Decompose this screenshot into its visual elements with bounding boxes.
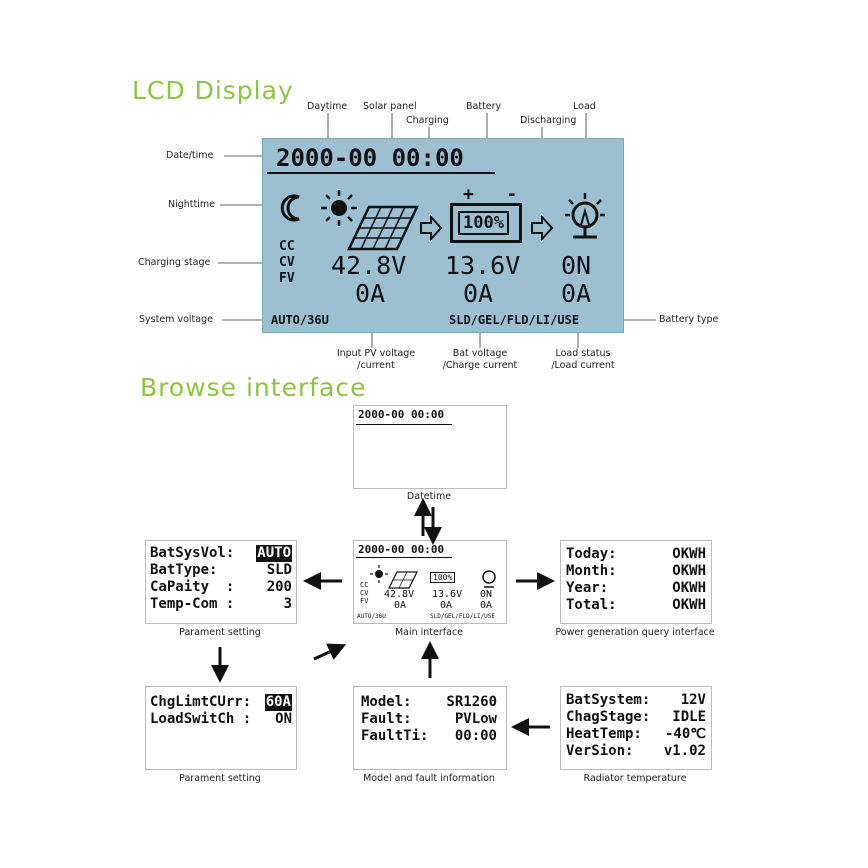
- radiator-rows: [566, 692, 706, 760]
- solar-panel-icon: [347, 205, 419, 251]
- main-solar-icon: [388, 571, 418, 589]
- model-rows: [361, 694, 497, 745]
- label-load-status: Load status /Load current: [551, 348, 615, 371]
- bat-voltage: 13.6V: [445, 251, 521, 280]
- datetime-screen-underline: [356, 424, 452, 425]
- main-stage-cc: CC: [360, 581, 369, 589]
- main-underline: [356, 557, 452, 558]
- power-row: Total: OKWH: [566, 597, 706, 613]
- main-caption: Main interface: [394, 627, 464, 638]
- model-row: FaultTi: 00:00: [361, 728, 497, 744]
- param1-row: BatSysVol: AUTO: [150, 545, 291, 561]
- power-row: Month: OKWH: [566, 563, 706, 579]
- main-pv-a: 0A: [394, 600, 407, 611]
- param2-rows: [150, 694, 292, 728]
- label-input-pv: Input PV voltage /current: [336, 348, 416, 371]
- radiator-caption: Radiator temperature: [583, 773, 687, 784]
- radiator-row: ChagStage: IDLE: [566, 709, 706, 725]
- main-screen: [353, 540, 507, 624]
- param2-row: ChgLimtCUrr: 60A: [150, 694, 291, 710]
- discharging-arrow-icon: [530, 215, 554, 241]
- param2-row: LoadSwitCh : ON: [150, 711, 292, 727]
- browse-interface-heading: Browse interface: [140, 373, 367, 402]
- model-row: Model: SR1260: [361, 694, 497, 710]
- stage-cc: CC: [279, 239, 295, 254]
- label-solar-panel: Solar panel: [363, 101, 417, 112]
- label-nighttime: Nighttime: [168, 199, 215, 210]
- main-stage-cv: CV: [360, 589, 369, 597]
- main-bat-v: 13.6V: [432, 589, 463, 600]
- datetime-screen-text: 2000-00 00:00: [358, 408, 445, 421]
- param1-rows: [150, 545, 292, 613]
- power-row: Today: OKWH: [566, 546, 706, 562]
- main-battery: 100%: [430, 572, 455, 583]
- load-bulb-icon: [557, 191, 613, 247]
- param-setting-screen-2: [145, 686, 297, 770]
- load-current: 0A: [561, 279, 592, 308]
- param1-caption: Parament setting: [179, 627, 261, 638]
- moon-icon: [279, 193, 309, 223]
- param-setting-screen-1: [145, 540, 297, 624]
- label-bat-voltage: Bat voltage /Charge current: [442, 348, 518, 371]
- power-rows: [566, 546, 706, 614]
- main-stage-fv: FV: [360, 597, 369, 605]
- label-charging-stage: Charging stage: [138, 257, 211, 268]
- label-daytime: Daytime: [307, 101, 348, 112]
- radiator-row: VerSion: v1.02: [566, 743, 706, 759]
- battery-plus-minus: + -: [463, 184, 518, 205]
- charging-arrow-icon: [419, 215, 443, 241]
- pv-voltage: 42.8V: [331, 251, 407, 280]
- label-date-time: Date/time: [166, 150, 214, 161]
- main-bat-a: 0A: [440, 600, 453, 611]
- stage-fv: FV: [279, 271, 295, 286]
- datetime-screen: [353, 405, 507, 489]
- param1-row: BatType: SLD: [150, 562, 292, 578]
- lcd-display-heading: LCD Display: [132, 76, 294, 105]
- param1-row: Temp-Com : 3: [150, 596, 292, 612]
- system-voltage-value: AUTO/36U: [271, 313, 329, 327]
- main-types: SLD/GEL/FLD/LI/USE: [430, 613, 496, 620]
- main-sys: AUTO/36U: [357, 613, 386, 620]
- power-row: Year: OKWH: [566, 580, 706, 596]
- battery-icon: [450, 203, 522, 243]
- battery-percent: 100%: [458, 211, 509, 235]
- model-row: Fault: PVLow: [361, 711, 497, 727]
- main-load-s: 0N: [480, 589, 493, 600]
- label-battery: Battery: [466, 101, 502, 112]
- label-charging: Charging: [406, 115, 449, 126]
- model-fault-screen: [353, 686, 507, 770]
- label-load: Load: [573, 101, 596, 112]
- datetime-caption: Datetime: [406, 491, 452, 502]
- stage-cv: CV: [279, 255, 295, 270]
- battery-types-value: SLD/GEL/FLD/LI/USE: [449, 313, 580, 327]
- label-battery-type: Battery type: [659, 314, 719, 325]
- param2-caption: Parament setting: [179, 773, 261, 784]
- main-pv-v: 42.8V: [384, 589, 415, 600]
- pv-current: 0A: [355, 279, 386, 308]
- main-load-icon: [478, 567, 500, 589]
- param1-row: CaPaity : 200: [150, 579, 292, 595]
- main-load-a: 0A: [480, 600, 493, 611]
- radiator-screen: [560, 686, 712, 770]
- model-caption: Model and fault information: [363, 773, 495, 784]
- lcd-panel: [262, 138, 624, 333]
- label-system-voltage: System voltage: [139, 314, 213, 325]
- power-generation-screen: [560, 540, 712, 624]
- lcd-datetime-underline: [267, 172, 495, 174]
- radiator-row: HeatTemp: -40℃: [566, 726, 706, 742]
- label-discharging: Discharging: [520, 115, 577, 126]
- main-sun-icon: [370, 565, 388, 583]
- bat-current: 0A: [463, 279, 494, 308]
- main-datetime: 2000-00 00:00: [358, 543, 445, 556]
- power-caption: Power generation query interface: [555, 627, 715, 638]
- load-status: 0N: [561, 251, 592, 280]
- radiator-row: BatSystem: 12V: [566, 692, 706, 708]
- lcd-datetime: 2000-00 00:00: [276, 144, 464, 172]
